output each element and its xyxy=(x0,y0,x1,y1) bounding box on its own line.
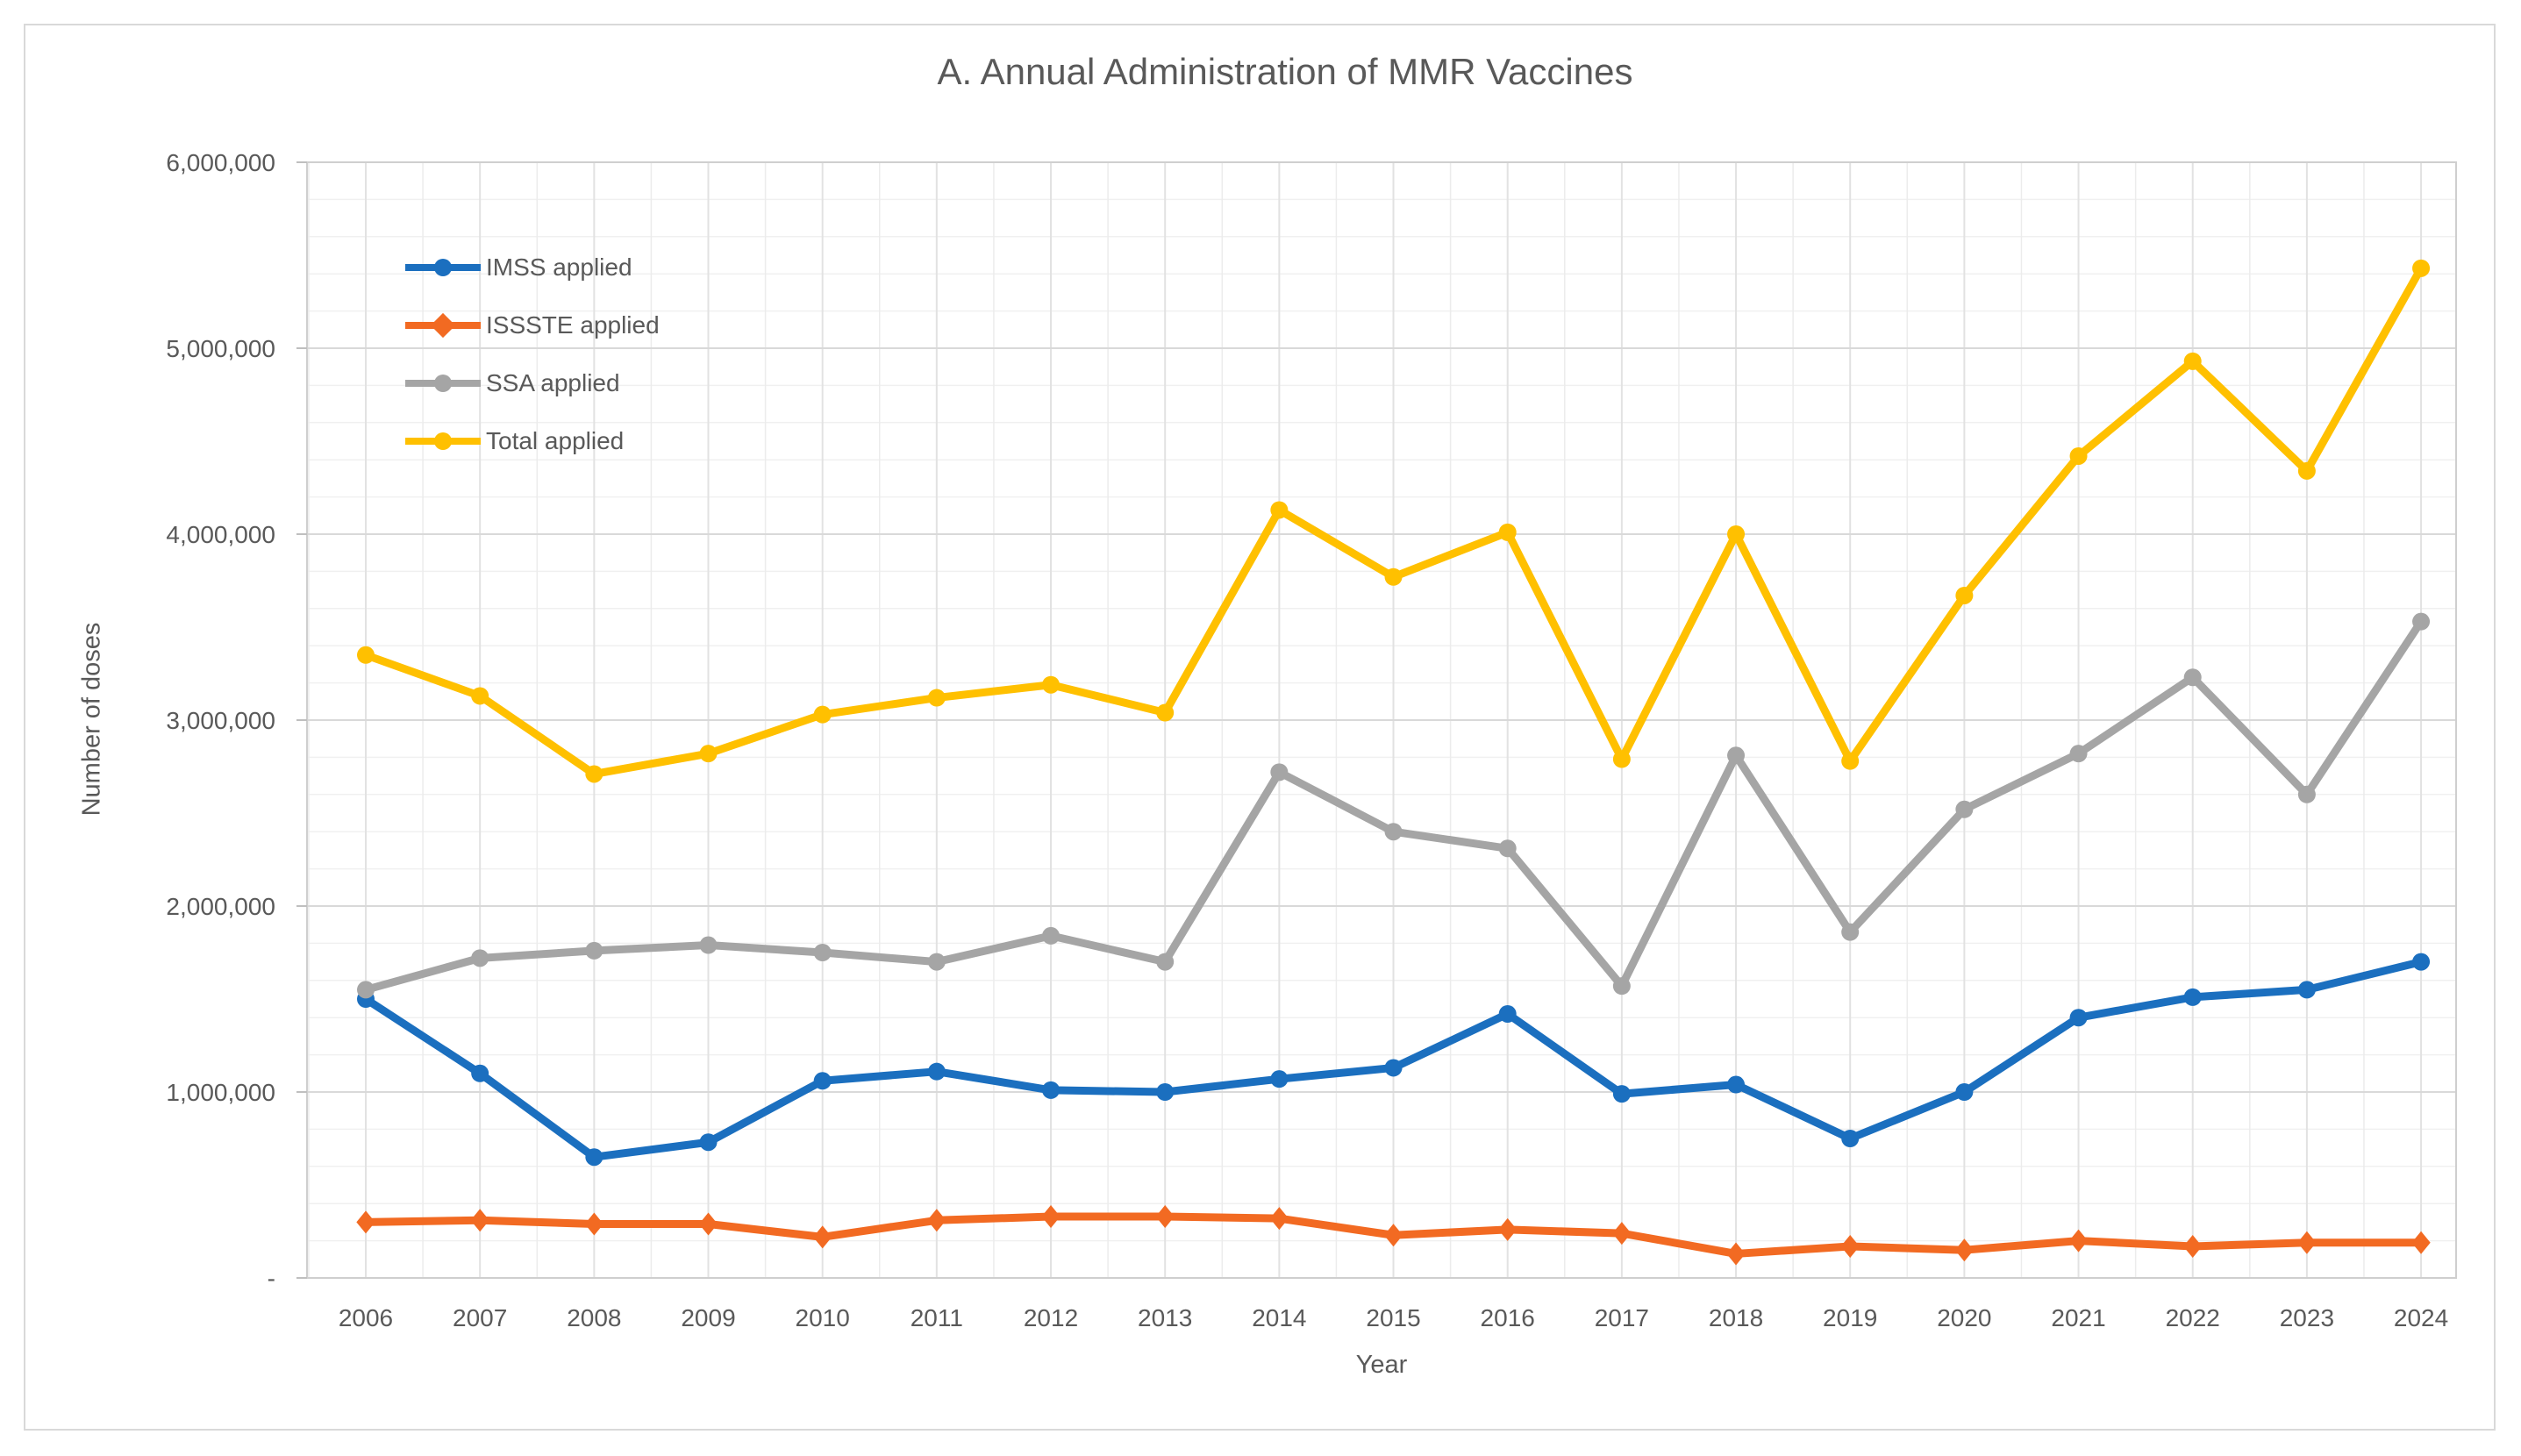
data-point xyxy=(1727,746,1745,764)
y-axis-title: Number of doses xyxy=(77,622,106,817)
data-point xyxy=(1841,753,1859,770)
y-tick-label: 1,000,000 xyxy=(166,1079,275,1106)
data-point xyxy=(1955,587,1973,604)
data-point xyxy=(1270,501,1288,518)
data-point xyxy=(585,942,603,960)
data-point xyxy=(1385,1059,1403,1076)
data-point xyxy=(2412,953,2430,971)
x-tick-labels xyxy=(339,1304,2448,1331)
legend-label-issste: ISSSTE applied xyxy=(486,311,660,339)
data-point xyxy=(2298,462,2316,480)
data-point xyxy=(1385,568,1403,586)
data-point xyxy=(471,1209,489,1231)
x-tick-label: 2024 xyxy=(2393,1304,2449,1331)
legend-label-imss: IMSS applied xyxy=(486,253,632,281)
data-point xyxy=(2184,989,2202,1006)
y-tick-label: - xyxy=(267,1265,275,1292)
legend xyxy=(405,239,660,470)
y-tick-label: 3,000,000 xyxy=(166,707,275,734)
x-tick-label: 2022 xyxy=(2165,1304,2220,1331)
chart-title: A. Annual Administration of MMR Vaccines xyxy=(937,51,1633,92)
data-point xyxy=(1613,751,1631,768)
legend-swatch-total-icon xyxy=(405,430,481,453)
y-tick-labels xyxy=(166,149,275,1292)
y-tick-label: 4,000,000 xyxy=(166,521,275,548)
data-point xyxy=(471,687,489,704)
data-point xyxy=(700,937,718,954)
data-point xyxy=(1041,1205,1060,1228)
x-tick-label: 2019 xyxy=(1823,1304,1878,1331)
data-point xyxy=(2411,1231,2430,1254)
data-point xyxy=(1156,704,1174,722)
data-point xyxy=(2298,981,2316,998)
legend-item-total xyxy=(405,412,660,470)
data-point xyxy=(2069,1230,2088,1253)
data-point xyxy=(1726,1242,1745,1265)
data-point xyxy=(1270,763,1288,781)
data-point xyxy=(813,1225,832,1248)
data-point xyxy=(2070,1009,2088,1026)
data-point xyxy=(1385,823,1403,840)
data-point xyxy=(471,1065,489,1082)
data-point xyxy=(1499,839,1517,857)
x-tick-label: 2023 xyxy=(2279,1304,2335,1331)
x-tick-label: 2011 xyxy=(910,1304,963,1331)
data-point xyxy=(2297,1231,2316,1254)
data-point xyxy=(1499,1005,1517,1023)
data-point xyxy=(1042,1081,1060,1099)
data-point xyxy=(585,765,603,782)
data-point xyxy=(1156,953,1174,971)
x-tick-label: 2017 xyxy=(1594,1304,1650,1331)
x-tick-label: 2015 xyxy=(1366,1304,1421,1331)
legend-label-ssa: SSA applied xyxy=(486,369,620,396)
x-tick-label: 2013 xyxy=(1138,1304,1193,1331)
data-point xyxy=(2183,1235,2202,1258)
x-tick-label: 2007 xyxy=(453,1304,508,1331)
data-point xyxy=(1042,927,1060,945)
data-point xyxy=(1384,1224,1403,1246)
x-tick-label: 2006 xyxy=(338,1304,394,1331)
data-point xyxy=(1727,525,1745,543)
x-tick-label: 2018 xyxy=(1708,1304,1764,1331)
data-point xyxy=(1156,1083,1174,1101)
data-point xyxy=(2298,786,2316,803)
x-tick-label: 2021 xyxy=(2051,1304,2106,1331)
y-axis-ticks xyxy=(296,162,307,1278)
data-point xyxy=(1955,1238,1974,1261)
data-point xyxy=(1955,801,1973,818)
data-point xyxy=(2184,353,2202,370)
data-point xyxy=(814,1072,832,1089)
x-tick-label: 2008 xyxy=(567,1304,622,1331)
legend-swatch-imss-icon xyxy=(405,256,481,279)
data-point xyxy=(357,981,375,998)
data-point xyxy=(1841,1235,1860,1258)
data-point xyxy=(2184,668,2202,686)
data-point xyxy=(1727,1076,1745,1094)
x-tick-label: 2014 xyxy=(1252,1304,1307,1331)
data-point xyxy=(928,689,946,707)
data-point xyxy=(585,1148,603,1166)
x-tick-label: 2009 xyxy=(681,1304,736,1331)
legend-item-issste xyxy=(405,296,660,354)
data-point xyxy=(1498,1218,1517,1241)
data-point xyxy=(1613,1085,1631,1103)
y-tick-label: 2,000,000 xyxy=(166,893,275,920)
data-point xyxy=(357,646,375,664)
legend-swatch-ssa-icon xyxy=(405,372,481,395)
x-tick-label: 2016 xyxy=(1480,1304,1535,1331)
data-point xyxy=(928,953,946,971)
data-point xyxy=(699,1213,718,1236)
x-tick-label: 2020 xyxy=(1937,1304,1992,1331)
data-point xyxy=(700,745,718,762)
data-point xyxy=(356,1210,375,1233)
data-point xyxy=(928,1063,946,1081)
data-point xyxy=(1499,524,1517,541)
x-axis-title: Year xyxy=(1355,1351,1408,1379)
y-tick-label: 5,000,000 xyxy=(166,335,275,362)
data-point xyxy=(700,1133,718,1151)
data-point xyxy=(814,944,832,961)
data-point xyxy=(471,949,489,967)
x-tick-label: 2012 xyxy=(1023,1304,1079,1331)
data-point xyxy=(1613,977,1631,995)
legend-label-total: Total applied xyxy=(486,427,625,454)
y-tick-label: 6,000,000 xyxy=(166,149,275,176)
data-point xyxy=(1042,676,1060,694)
data-point xyxy=(1955,1083,1973,1101)
data-point xyxy=(2070,745,2088,762)
legend-swatch-issste-icon xyxy=(405,314,481,337)
data-point xyxy=(1841,1130,1859,1147)
data-point xyxy=(2412,613,2430,631)
data-point xyxy=(1270,1207,1289,1230)
data-point xyxy=(814,706,832,724)
data-point xyxy=(1156,1205,1175,1228)
legend-item-imss xyxy=(405,239,660,296)
data-point xyxy=(1841,924,1859,941)
legend-item-ssa xyxy=(405,354,660,412)
data-point xyxy=(2412,260,2430,277)
data-point xyxy=(927,1209,946,1231)
data-point xyxy=(1270,1070,1288,1088)
x-tick-label: 2010 xyxy=(795,1304,850,1331)
data-point xyxy=(585,1213,603,1236)
data-point xyxy=(2070,447,2088,465)
